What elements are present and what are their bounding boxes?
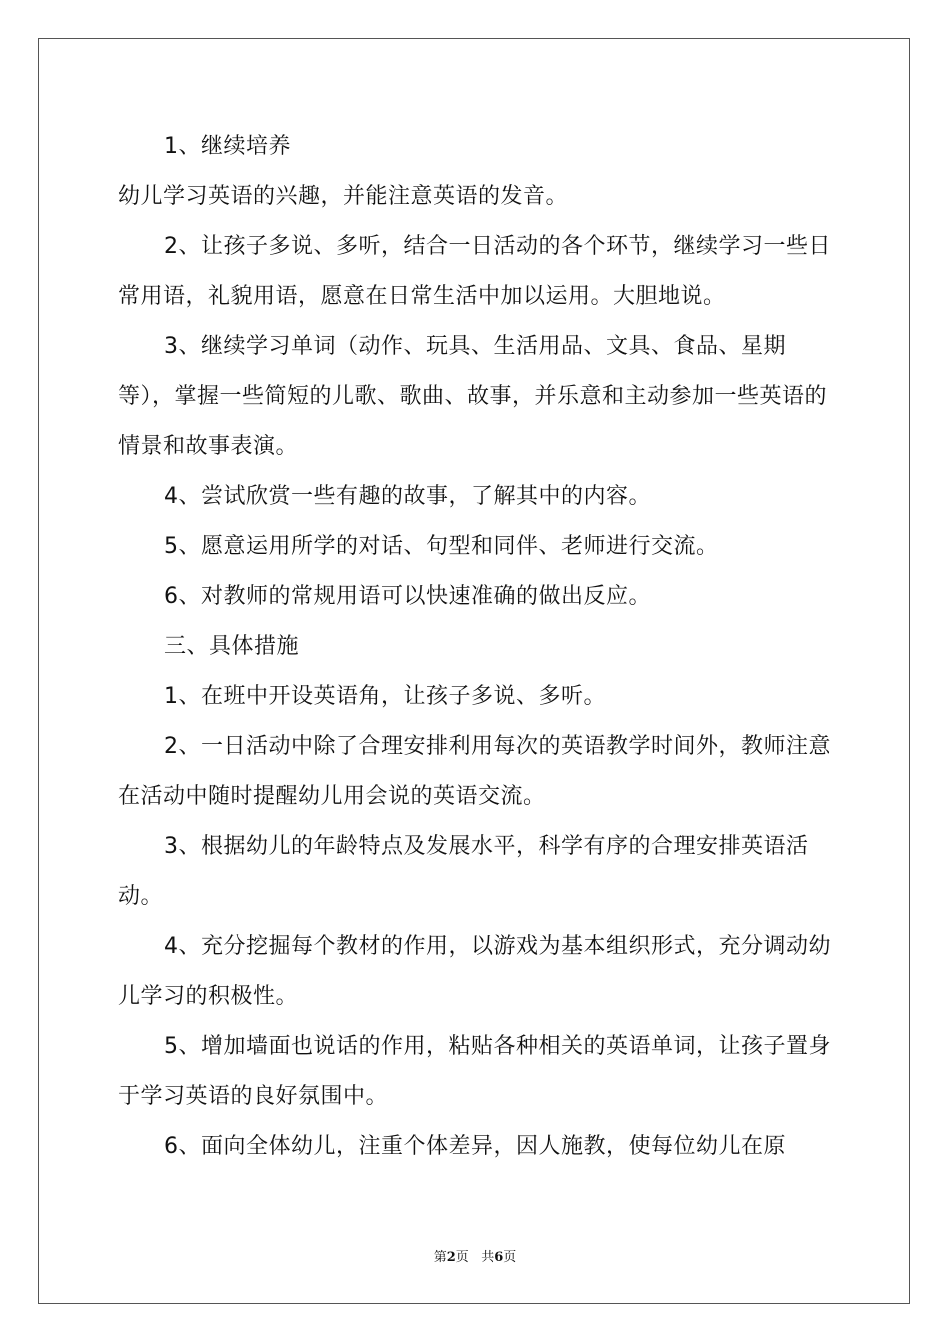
paragraph: 幼儿学习英语的兴趣，并能注意英语的发音。 — [118, 184, 569, 209]
paragraph: 4、尝试欣赏一些有趣的故事，了解其中的内容。 — [164, 484, 651, 509]
paragraph: 6、面向全体幼儿，注重个体差异，因人施教，使每位幼儿在原 — [164, 1134, 786, 1159]
total-pages-number: 6 — [494, 1250, 504, 1265]
paragraph: 3、根据幼儿的年龄特点及发展水平，科学有序的合理安排英语活动。 — [118, 834, 809, 909]
paragraph: 5、增加墙面也说话的作用，粘贴各种相关的英语单词，让孩子置身于学习英语的良好氛围中。 — [118, 1034, 831, 1109]
paragraph: 1、继续培养 — [164, 134, 291, 159]
footer-total-prefix: 共 — [481, 1250, 495, 1265]
paragraph: 1、在班中开设英语角，让孩子多说、多听。 — [164, 684, 606, 709]
section-heading: 三、具体措施 — [164, 634, 300, 659]
paragraph: 2、一日活动中除了合理安排利用每次的英语教学时间外，教师注意在活动中随时提醒幼儿用会说的英语交流。 — [118, 734, 831, 809]
current-page-number: 2 — [446, 1250, 456, 1265]
footer-prefix: 第 — [433, 1250, 447, 1265]
page-footer — [0, 1246, 950, 1265]
paragraph: 5、愿意运用所学的对话、句型和同伴、老师进行交流。 — [164, 534, 719, 559]
paragraph: 2、让孩子多说、多听，结合一日活动的各个环节，继续学习一些日常用语，礼貌用语，愿意在日常生活中加以运用。大胆地说。 — [118, 234, 831, 309]
paragraph: 6、对教师的常规用语可以快速准确的做出反应。 — [164, 584, 651, 609]
footer-page-suffix: 页 — [455, 1250, 469, 1265]
paragraph: 3、继续学习单词（动作、玩具、生活用品、文具、食品、星期等），掌握一些简短的儿歌、歌曲、故事，并乐意和主动参加一些英语的情景和故事表演。 — [118, 334, 828, 459]
footer-total-suffix: 页 — [503, 1250, 517, 1265]
paragraph: 4、充分挖掘每个教材的作用，以游戏为基本组织形式，充分调动幼儿学习的积极性。 — [118, 934, 831, 1009]
